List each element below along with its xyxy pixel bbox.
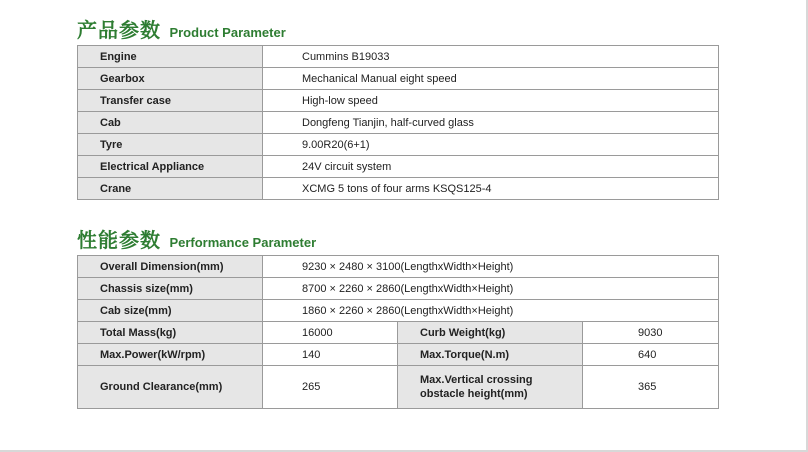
row-label: Curb Weight(kg) bbox=[398, 322, 583, 344]
table-row bbox=[78, 256, 719, 278]
table-row bbox=[78, 46, 719, 68]
row-label: Max.Torque(N.m) bbox=[398, 344, 583, 366]
table-row bbox=[78, 322, 719, 344]
row-value: 1860 × 2260 × 2860(LengthxWidth×Height) bbox=[263, 300, 719, 322]
product-parameter-title-cn: 产品参数 bbox=[77, 20, 161, 42]
row-value: 8700 × 2260 × 2860(LengthxWidth×Height) bbox=[263, 278, 719, 300]
row-value: XCMG 5 tons of four arms KSQS125-4 bbox=[263, 178, 719, 200]
row-value: 16000 bbox=[263, 322, 398, 344]
row-label: Ground Clearance(mm) bbox=[78, 366, 263, 409]
row-value: 265 bbox=[263, 366, 398, 409]
product-parameter-title-en: Product Parameter bbox=[169, 25, 286, 40]
row-value: 9030 bbox=[583, 322, 719, 344]
row-value: 9.00R20(6+1) bbox=[263, 134, 719, 156]
row-label: Overall Dimension(mm) bbox=[78, 256, 263, 278]
table-row bbox=[78, 366, 719, 409]
table-row bbox=[78, 156, 719, 178]
label-line: Max.Vertical crossing bbox=[420, 374, 533, 386]
table-row bbox=[78, 278, 719, 300]
table-row bbox=[78, 68, 719, 90]
performance-parameter-table bbox=[77, 255, 719, 409]
performance-parameter-title-cn: 性能参数 bbox=[77, 230, 161, 252]
performance-parameter-title-en: Performance Parameter bbox=[169, 235, 317, 250]
row-label: Total Mass(kg) bbox=[78, 322, 263, 344]
row-value: 24V circuit system bbox=[263, 156, 719, 178]
row-label-multiline bbox=[398, 366, 583, 409]
row-label: Transfer case bbox=[78, 90, 263, 112]
table-row bbox=[78, 300, 719, 322]
row-value: 365 bbox=[583, 366, 719, 409]
row-label: Tyre bbox=[78, 134, 263, 156]
row-value: High-low speed bbox=[263, 90, 719, 112]
row-label: Cab bbox=[78, 112, 263, 134]
table-row bbox=[78, 178, 719, 200]
table-row bbox=[78, 112, 719, 134]
row-label: Cab size(mm) bbox=[78, 300, 263, 322]
row-value: 140 bbox=[263, 344, 398, 366]
label-line: obstacle height(mm) bbox=[420, 388, 528, 400]
row-label: Crane bbox=[78, 178, 263, 200]
table-row bbox=[78, 134, 719, 156]
row-label: Electrical Appliance bbox=[78, 156, 263, 178]
row-value: Cummins B19033 bbox=[263, 46, 719, 68]
row-label: Engine bbox=[78, 46, 263, 68]
row-label: Max.Power(kW/rpm) bbox=[78, 344, 263, 366]
row-value: 640 bbox=[583, 344, 719, 366]
product-parameter-table bbox=[77, 45, 719, 200]
row-value: 9230 × 2480 × 3100(LengthxWidth×Height) bbox=[263, 256, 719, 278]
row-label: Chassis size(mm) bbox=[78, 278, 263, 300]
row-label: Gearbox bbox=[78, 68, 263, 90]
table-row bbox=[78, 90, 719, 112]
performance-parameter-heading bbox=[77, 224, 316, 253]
table-row bbox=[78, 344, 719, 366]
product-parameter-heading bbox=[77, 14, 286, 43]
row-value: Mechanical Manual eight speed bbox=[263, 68, 719, 90]
row-value: Dongfeng Tianjin, half-curved glass bbox=[263, 112, 719, 134]
